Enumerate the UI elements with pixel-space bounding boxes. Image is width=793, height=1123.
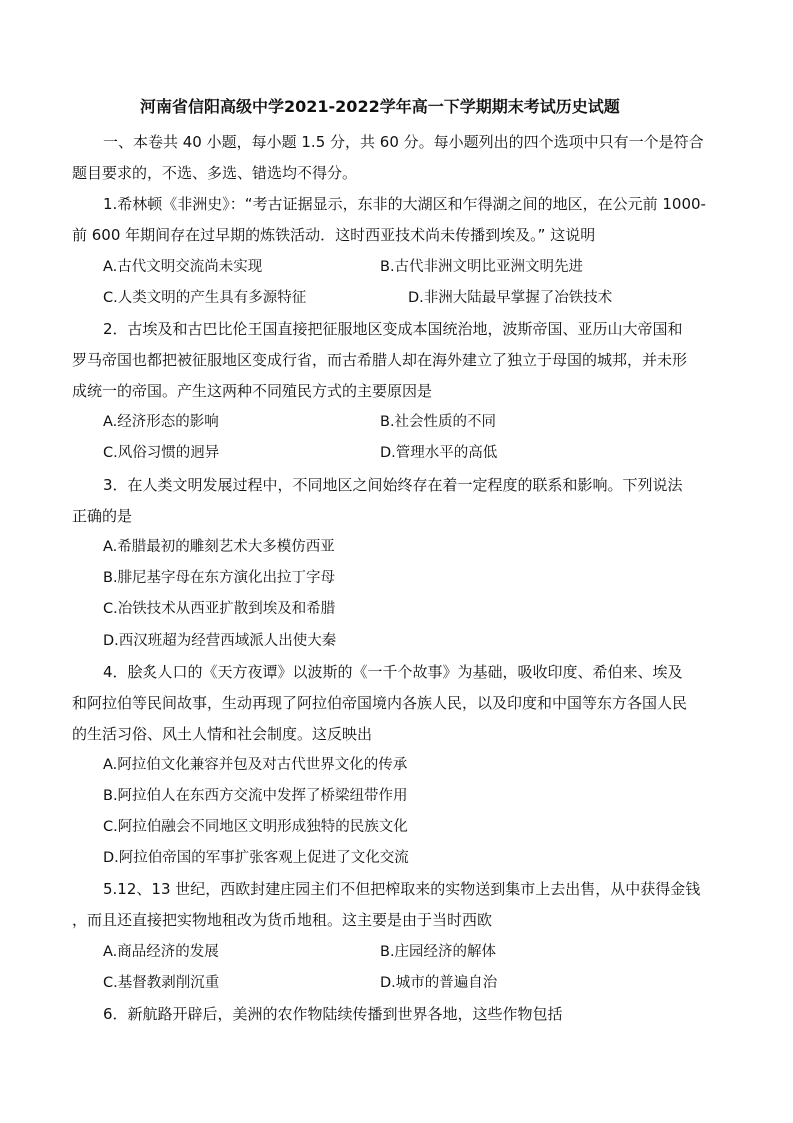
instructions-line-1: 一、本卷共 40 小题，每小题 1.5 分，共 60 分。每小题列出的四个选项中只有一个是符合: [103, 133, 704, 151]
question-4-option-c: C.阿拉伯融会不同地区文明形成独特的民族文化: [103, 819, 408, 835]
question-3-option-d: D.西汉班超为经营西域派人出使大秦: [103, 633, 337, 649]
page-title: 河南省信阳高级中学2021-2022学年高一下学期期末考试历史试题: [140, 97, 620, 116]
question-5-option-a: A.商品经济的发展: [103, 944, 219, 960]
question-3-stem-line-2: 正确的是: [72, 507, 133, 525]
question-2-option-a: A.经济形态的影响: [103, 414, 219, 430]
question-2-option-c: C.风俗习惯的迥异: [103, 445, 220, 461]
question-3-option-b: B.腓尼基字母在东方演化出拉丁字母: [103, 570, 336, 586]
question-6-stem-line-1: 6．新航路开辟后，美洲的农作物陆续传播到世界各地，这些作物包括: [103, 1005, 563, 1023]
question-2-stem-line-2: 罗马帝国也都把被征服地区变成行省，而古希腊人却在海外建立了独立于母国的城邦，并未形: [72, 351, 688, 369]
question-5-stem-line-2: ，而且还直接把实物地租改为货币地租。这主要是由于当时西欧: [72, 911, 493, 929]
question-4-stem-line-1: 4．脍炙人口的《天方夜谭》以波斯的《一千个故事》为基础，吸收印度、希伯来、埃及: [103, 663, 683, 681]
question-1-stem-line-1: 1.希林顿《非洲史》：“考古证据显示，东非的大湖区和乍得湖之间的地区，在公元前 1000-: [103, 195, 706, 213]
question-4-stem-line-3: 的生活习俗、风土人情和社会制度。这反映出: [72, 725, 373, 743]
question-2-stem-line-3: 成统一的帝国。产生这两种不同殖民方式的主要原因是: [72, 382, 433, 400]
question-4-option-a: A.阿拉伯文化兼容并包及对古代世界文化的传承: [103, 757, 408, 773]
question-2-option-b: B.社会性质的不同: [380, 414, 497, 430]
question-4-stem-line-2: 和阿拉伯等民间故事，生动再现了阿拉伯帝国境内各族人民，以及印度和中国等东方各国人民: [72, 694, 688, 712]
question-5-option-c: C.基督教剥削沉重: [103, 975, 220, 991]
question-5-stem-line-1: 5.12、13 世纪，西欧封建庄园主们不但把榨取来的实物送到集市上去出售，从中获得金钱: [103, 880, 701, 898]
question-3-option-a: A.希腊最初的雕刻艺术大多模仿西亚: [103, 539, 335, 555]
question-1-stem-line-2: 前 600 年期间存在过早期的炼铁活动．这时西亚技术尚未传播到埃及。” 这说明: [72, 226, 596, 244]
question-1-option-a: A.古代文明交流尚未实现: [103, 259, 263, 275]
question-3-stem-line-1: 3．在人类文明发展过程中，不同地区之间始终存在着一定程度的联系和影响。下列说法: [103, 476, 683, 494]
question-1-option-c: C.人类文明的产生具有多源特征: [103, 290, 307, 306]
question-4-option-b: B.阿拉伯人在东西方交流中发挥了桥梁纽带作用: [103, 788, 408, 804]
question-4-option-d: D.阿拉伯帝国的军事扩张客观上促进了文化交流: [103, 850, 409, 866]
question-1-option-d: D.非洲大陆最早掌握了冶铁技术: [408, 290, 613, 306]
question-2-stem-line-1: 2．古埃及和古巴比伦王国直接把征服地区变成本国统治地，波斯帝国、亚历山大帝国和: [103, 320, 683, 338]
instructions-line-2: 题目要求的，不选、多选、错选均不得分。: [72, 164, 358, 182]
question-2-option-d: D.管理水平的高低: [380, 445, 498, 461]
question-5-option-b: B.庄园经济的解体: [380, 944, 497, 960]
question-3-option-c: C.冶铁技术从西亚扩散到埃及和希腊: [103, 601, 336, 617]
question-5-option-d: D.城市的普遍自治: [380, 975, 498, 991]
question-1-option-b: B.古代非洲文明比亚洲文明先进: [380, 259, 584, 275]
